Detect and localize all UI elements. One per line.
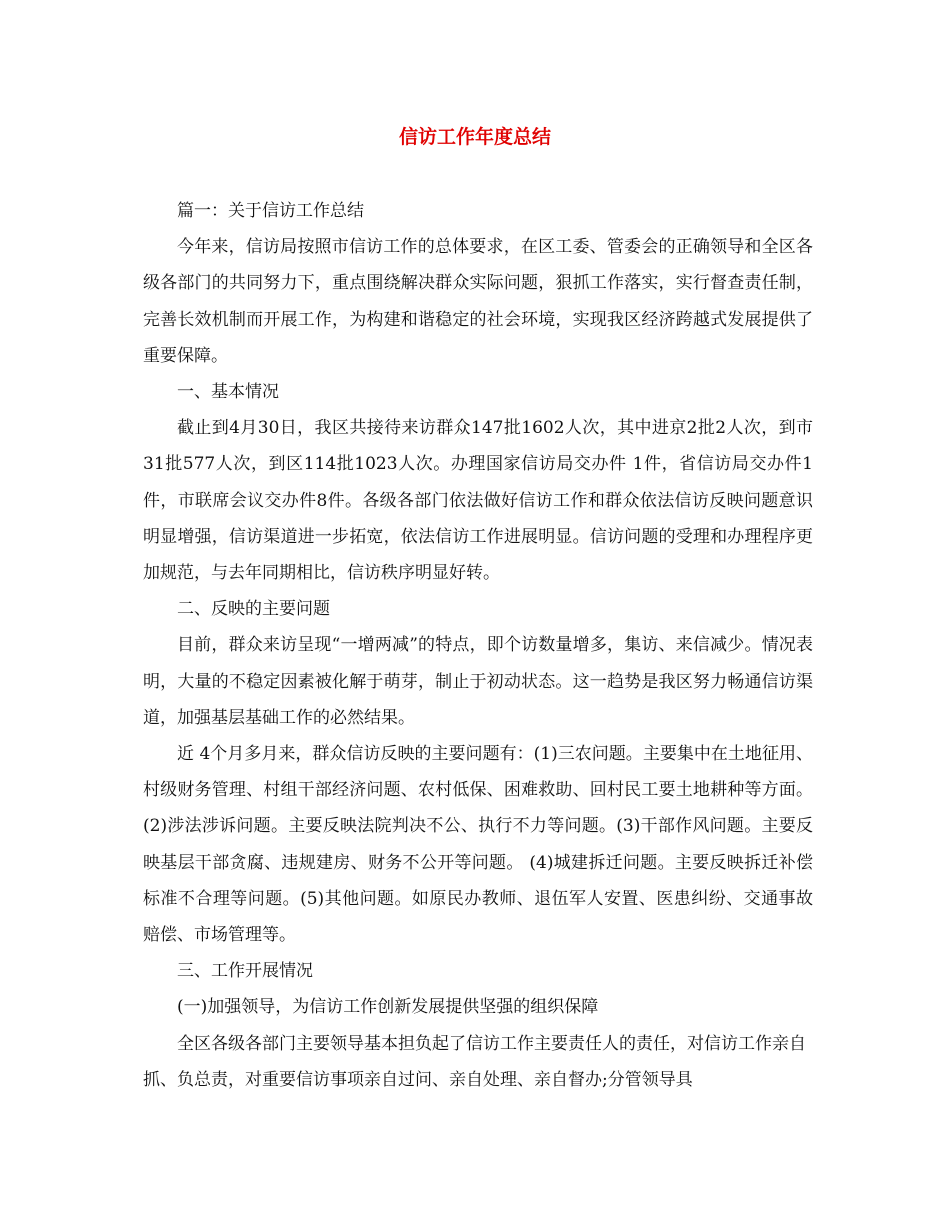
section-heading: 一、基本情况 bbox=[177, 382, 279, 403]
document-body bbox=[143, 193, 813, 1098]
document-title: 信访工作年度总结 bbox=[398, 126, 551, 148]
section-heading: 篇一：关于信访工作总结 bbox=[177, 201, 364, 221]
section-heading: 三、工作开展情况 bbox=[177, 961, 313, 982]
section-heading: 二、反映的主要问题 bbox=[177, 599, 330, 620]
paragraph: 近 4个月多月来，群众信访反映的主要问题有：(1)三农问题。主要集中在土地征用、村级财务管理、村组干部经济问题、农村低保、困难救助、回村民工要土地耕种等方面。(2)涉法涉诉问题。主要反映法院判决不公、执行不力等问题。(3)干部作风问题。主要反映基层干部贪腐、违规建房、财务不公开等问题。 (4)城建拆迁问题。主要反映拆迁补偿标准不合理等问题。(5)其他问题。如原民办教师、退伍军人安置、医患纠纷、交通事故赔偿、市场管理等。 bbox=[143, 744, 813, 946]
paragraph: 截止到4月30日，我区共接待来访群众147批1602人次，其中进京2批2人次，到市31批577人次，到区114批1023人次。办理国家信访局交办件 1件，省信访局交办件1件，市联席会议交办件8件。各级各部门依法做好信访工作和群众依法信访反映问题意识明显增强，信访渠道进一步拓宽，依法信访工作进展明显。信访问题的受理和办理程序更加规范，与去年同期相比，信访秩序明显好转。 bbox=[143, 418, 813, 584]
paragraph: 全区各级各部门主要领导基本担负起了信访工作主要责任人的责任，对信访工作亲自抓、负总责，对重要信访事项亲自过问、亲自处理、亲自督办;分管领导具 bbox=[143, 1033, 806, 1090]
paragraph: 目前，群众来访呈现“一增两减”的特点，即个访数量增多，集访、来信减少。情况表明，大量的不稳定因素被化解于萌芽，制止于初动状态。这一趋势是我区努力畅通信访渠道，加强基层基础工作的必然结果。 bbox=[143, 635, 813, 728]
subsection-heading: (一)加强领导，为信访工作创新发展提供坚强的组织保障 bbox=[177, 997, 599, 1018]
paragraph: 今年来，信访局按照市信访工作的总体要求，在区工委、管委会的正确领导和全区各级各部门的共同努力下，重点围绕解决群众实际问题，狠抓工作落实，实行督查责任制，完善长效机制而开展工作，为构建和谐稳定的社会环境，实现我区经济跨越式发展提供了重要保障。 bbox=[143, 237, 813, 366]
